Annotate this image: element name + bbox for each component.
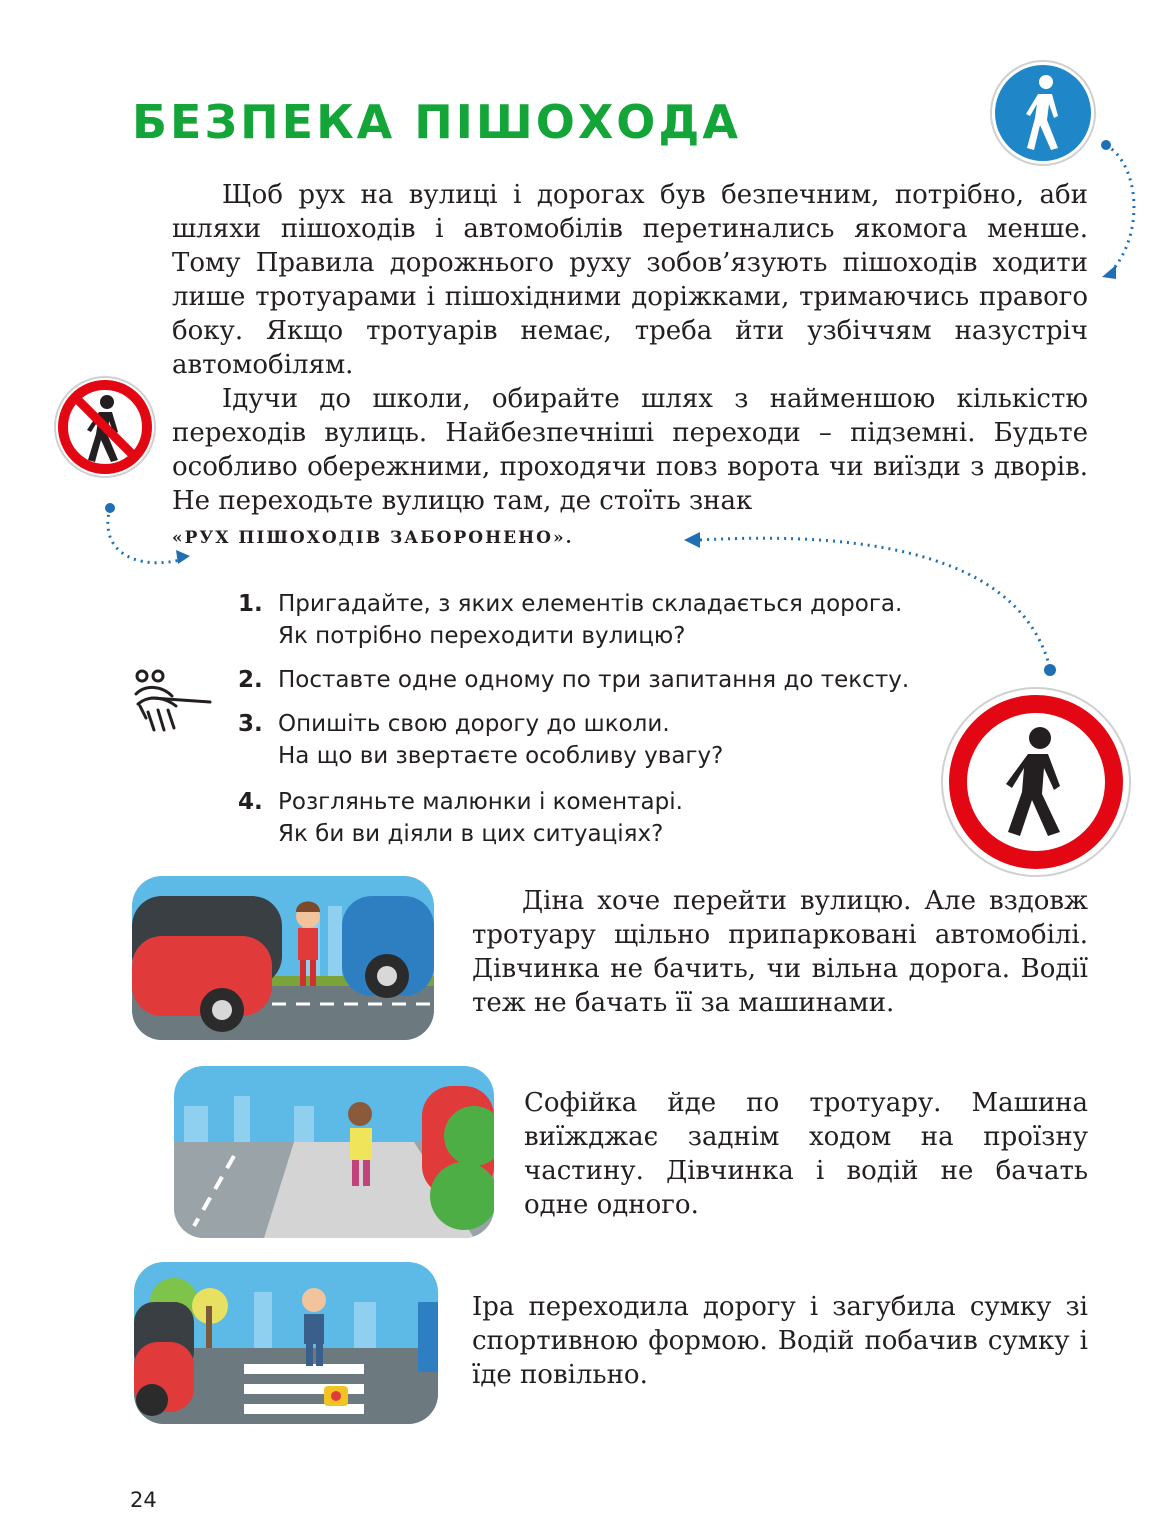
illustration-lost-bag [134,1262,438,1424]
task-4: 4. Розгляньте малюнки і коментарі. Як би ви діяли в цих ситуаціях? [238,789,683,847]
paragraph-1: Щоб рух на вулиці і дорогах був безпечним, потрібно, аби шляхи пішоходів і автомобілів перетинались якомога менше. Тому Правила дорожнього руху зобов’язують пішоходів ходити лише тротуарами і пішохідними доріжками, тримаючись правого боку. Якщо тротуарів немає, треба йти узбіччям назустріч автомобілям. [172,180,1088,380]
pedestrian-path-sign-icon [988,58,1098,168]
no-pedestrians-sign-icon [52,374,158,480]
dotted-arrow [1090,135,1150,285]
no-pedestrians-large-sign-icon [940,686,1132,878]
task-1: 1. Пригадайте, з яких елементів складається дорога. Як потрібно переходити вулицю? [238,591,903,649]
page-number: 24 [130,1488,157,1512]
page-title: БЕЗПЕКА ПІШОХОДА [132,95,741,149]
task-3: 3. Опишіть свою дорогу до школи. На що ви звертаєте особливу увагу? [238,711,724,769]
situation-2-text: Софійка йде по тротуару. Машина виїжджає заднім ходом на проїзну частину. Дівчинка і водій не бачать одне одного. [524,1088,1088,1220]
paragraph-2: Ідучи до школи, обирайте шлях з найменшою кількістю переходів вулиць. Найбезпечніші переходи – підземні. Будьте особливо обережними, проходячи повз ворота чи виїзди з дворів. Не переходьте вулицю там, де стоїть знак [172,384,1088,516]
illustration-reversing-car [174,1066,494,1238]
task-2: 2. Поставте одне одному по три запитання до тексту. [238,667,910,693]
situation-1-text: Діна хоче перейти вулицю. Але вздовж тротуару щільно припарковані автомобілі. Дівчинка не бачить, чи вільна дорога. Водії теж не бачать її за машинами. [472,886,1088,1018]
sign-name: «РУХ ПІШОХОДІВ ЗАБОРОНЕНО». [172,528,574,548]
group-work-icon [132,668,214,736]
illustration-parked-cars [132,876,434,1040]
situation-3-text: Іра переходила дорогу і загубила сумку зі спортивною формою. Водій побачив сумку і їде повільно. [472,1292,1088,1390]
